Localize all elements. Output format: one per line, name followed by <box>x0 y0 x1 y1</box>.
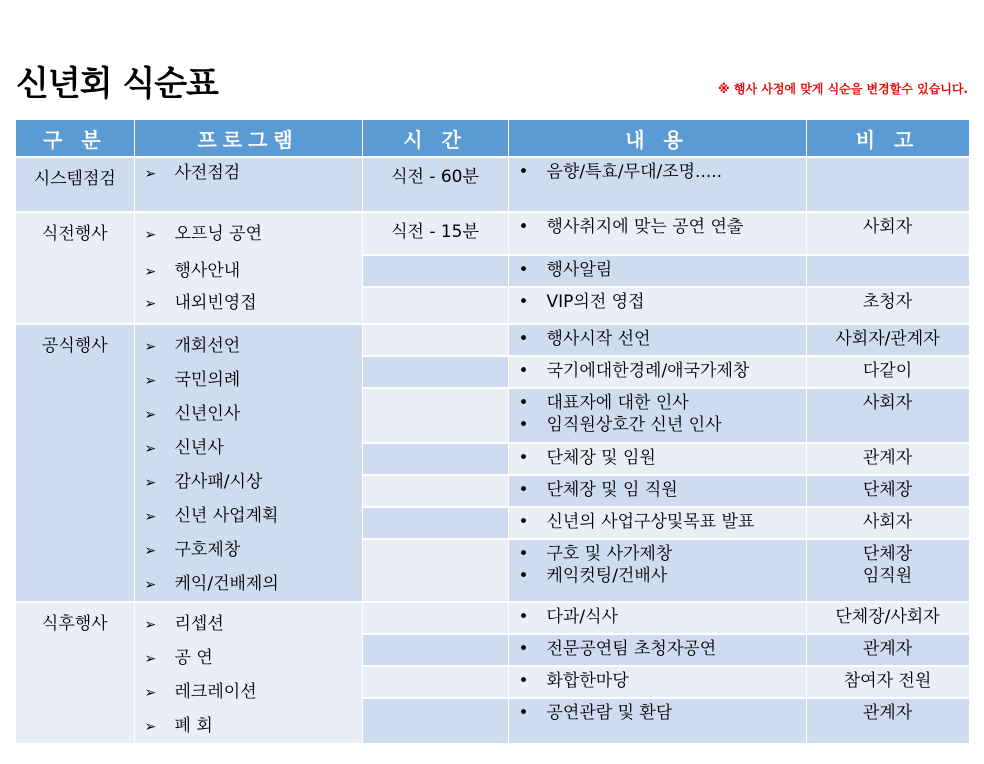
remark-text: 단체장/사회자 <box>835 607 940 627</box>
program-label: 레크레이션 <box>174 682 257 702</box>
content-cell <box>508 324 806 356</box>
remark-text: 초청자 <box>862 292 913 312</box>
category-cell: 시스템점검 <box>16 157 134 212</box>
program-label: 폐 회 <box>174 716 213 736</box>
program-label: 오프닝 공연 <box>174 224 263 244</box>
dot-bullet-icon: • <box>518 480 529 501</box>
time-cell <box>362 356 508 388</box>
remark-cell <box>806 602 969 634</box>
arrow-bullet-icon: ➢ <box>144 543 157 559</box>
arrow-bullet-icon: ➢ <box>144 685 157 701</box>
time-cell: 식전 - 60분 <box>362 157 508 212</box>
arrow-bullet-icon: ➢ <box>144 373 157 389</box>
content-cell <box>508 666 806 698</box>
remark-cell <box>806 287 969 324</box>
table-row <box>16 602 969 634</box>
remark-text: 참여자 전원 <box>843 671 932 691</box>
header-category: 구 분 <box>16 120 134 157</box>
content-cell <box>508 443 806 475</box>
remark-cell <box>806 475 969 507</box>
category-cell: 식전행사 <box>16 212 134 324</box>
arrow-bullet-icon: ➢ <box>144 407 157 423</box>
table-row <box>16 157 969 212</box>
time-cell <box>362 255 508 287</box>
remark-cell <box>806 157 969 212</box>
dot-bullet-icon: • <box>518 607 529 627</box>
program-label: 사전점검 <box>174 163 241 183</box>
dot-bullet-icon: • <box>518 512 529 533</box>
program-label: 신년 사업계획 <box>174 506 279 526</box>
dot-bullet-icon: • <box>518 544 529 565</box>
content-text: 단체장 및 임 직원 <box>546 480 678 501</box>
remark-text: 다같이 <box>862 361 913 382</box>
time-cell <box>362 388 508 442</box>
remark-cell <box>806 698 969 744</box>
program-label: 구호제창 <box>174 540 241 560</box>
remark-text: 관계자 <box>862 703 913 723</box>
remark-text: 사회자 <box>862 512 913 533</box>
header-content: 내 용 <box>508 120 806 157</box>
program-cell <box>134 602 362 744</box>
content-cell <box>508 255 806 287</box>
content-text: 임직원상호간 신년 인사 <box>546 415 722 436</box>
arrow-bullet-icon: ➢ <box>144 227 157 243</box>
time-cell <box>362 602 508 634</box>
header-time: 시 간 <box>362 120 508 157</box>
time-cell <box>362 443 508 475</box>
content-cell <box>508 634 806 666</box>
content-cell <box>508 475 806 507</box>
content-cell <box>508 698 806 744</box>
table-row <box>16 212 969 255</box>
content-text: 행사시작 선언 <box>546 329 651 349</box>
dot-bullet-icon: • <box>518 260 529 280</box>
dot-bullet-icon: • <box>518 329 529 349</box>
remark-cell <box>806 443 969 475</box>
program-cell <box>134 157 362 212</box>
dot-bullet-icon: • <box>518 292 529 312</box>
program-label: 케익/건배제의 <box>174 574 279 594</box>
content-cell <box>508 602 806 634</box>
program-cell <box>134 324 362 602</box>
dot-bullet-icon: • <box>518 703 529 723</box>
content-cell <box>508 287 806 324</box>
arrow-bullet-icon: ➢ <box>144 617 157 633</box>
time-cell <box>362 507 508 539</box>
program-label: 내외빈영접 <box>174 293 257 313</box>
arrow-bullet-icon: ➢ <box>144 441 157 457</box>
content-text: 공연관람 및 환담 <box>546 703 673 723</box>
time-cell <box>362 698 508 744</box>
dot-bullet-icon: • <box>518 566 529 587</box>
program-label: 신년사 <box>174 438 224 458</box>
table-header-row <box>16 120 969 157</box>
program-label: 공 연 <box>174 648 213 668</box>
program-label: 신년인사 <box>174 404 241 424</box>
content-cell <box>508 539 806 602</box>
dot-bullet-icon: • <box>518 162 529 182</box>
remark-cell <box>806 356 969 388</box>
content-cell <box>508 507 806 539</box>
remark-cell <box>806 388 969 442</box>
content-text: 단체장 및 임원 <box>546 447 656 468</box>
content-cell <box>508 356 806 388</box>
remark-text: 관계자 <box>862 447 913 468</box>
arrow-bullet-icon: ➢ <box>144 296 157 312</box>
category-cell: 식후행사 <box>16 602 134 744</box>
dot-bullet-icon: • <box>518 447 529 468</box>
dot-bullet-icon: • <box>518 639 529 659</box>
ceremony-schedule-table <box>16 120 970 745</box>
dot-bullet-icon: • <box>518 415 529 436</box>
program-label: 개회선언 <box>174 336 241 356</box>
content-text: VIP의전 영접 <box>546 292 645 312</box>
time-cell <box>362 287 508 324</box>
arrow-bullet-icon: ➢ <box>144 339 157 355</box>
remark-cell <box>806 539 969 602</box>
content-text: 다과/식사 <box>546 607 618 627</box>
remark-text: 사회자 <box>862 393 913 414</box>
header-remark: 비 고 <box>806 120 969 157</box>
arrow-bullet-icon: ➢ <box>144 509 157 525</box>
content-text: 케익컷팅/건배사 <box>546 566 668 587</box>
table-row <box>16 324 969 356</box>
remark-cell <box>806 212 969 255</box>
content-text: 행사알림 <box>546 260 613 280</box>
page-title: 신년회 식순표 <box>16 64 218 104</box>
content-text: 구호 및 사가제창 <box>546 544 673 565</box>
remark-cell <box>806 324 969 356</box>
remark-text: 사회자 <box>862 217 913 237</box>
remark-text: 관계자 <box>862 639 913 659</box>
remark-text: 단체장 <box>862 544 913 565</box>
content-cell <box>508 388 806 442</box>
category-cell: 공식행사 <box>16 324 134 602</box>
arrow-bullet-icon: ➢ <box>144 719 157 735</box>
time-cell <box>362 539 508 602</box>
dot-bullet-icon: • <box>518 671 529 691</box>
program-cell <box>134 212 362 324</box>
content-text: 행사취지에 맞는 공연 연출 <box>546 217 744 237</box>
arrow-bullet-icon: ➢ <box>144 577 157 593</box>
content-text: 대표자에 대한 인사 <box>546 393 689 414</box>
remark-text: 임직원 <box>862 566 913 587</box>
time-cell <box>362 634 508 666</box>
program-label: 리셉션 <box>174 614 224 634</box>
remark-cell <box>806 666 969 698</box>
time-cell <box>362 666 508 698</box>
content-cell <box>508 212 806 255</box>
program-label: 행사안내 <box>174 261 241 281</box>
program-label: 국민의례 <box>174 370 241 390</box>
content-text: 전문공연팀 초청자공연 <box>546 639 717 659</box>
dot-bullet-icon: • <box>518 361 529 382</box>
header-program: 프로그램 <box>134 120 362 157</box>
content-cell <box>508 157 806 212</box>
time-cell: 식전 - 15분 <box>362 212 508 255</box>
program-label: 감사패/시상 <box>174 472 263 492</box>
time-cell <box>362 475 508 507</box>
arrow-bullet-icon: ➢ <box>144 264 157 280</box>
content-text: 국기에대한경례/애국가제창 <box>546 361 750 382</box>
remark-cell <box>806 255 969 287</box>
remark-cell <box>806 507 969 539</box>
arrow-bullet-icon: ➢ <box>144 475 157 491</box>
remark-cell <box>806 634 969 666</box>
remark-text: 사회자/관계자 <box>835 329 940 349</box>
arrow-bullet-icon: ➢ <box>144 166 157 182</box>
remark-text: 단체장 <box>862 480 913 501</box>
dot-bullet-icon: • <box>518 217 529 237</box>
content-text: 음향/특효/무대/조명..... <box>546 162 723 182</box>
content-text: 신년의 사업구상및목표 발표 <box>546 512 755 533</box>
notice-text: ※ 행사 사정에 맞게 식순을 변경할수 있습니다. <box>718 82 968 96</box>
time-cell <box>362 324 508 356</box>
content-text: 화합한마당 <box>546 671 629 691</box>
dot-bullet-icon: • <box>518 393 529 414</box>
arrow-bullet-icon: ➢ <box>144 651 157 667</box>
